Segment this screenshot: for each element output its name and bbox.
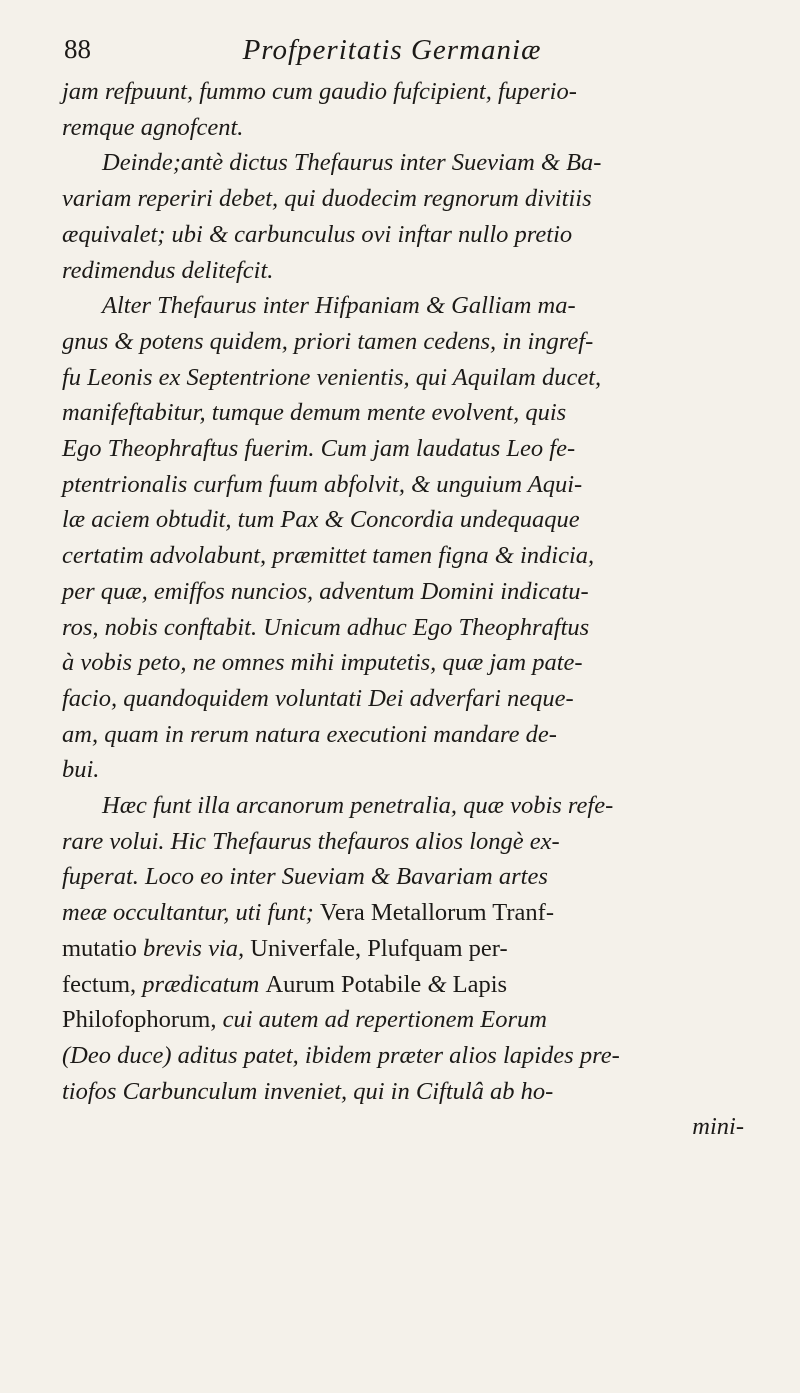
text-line [62, 395, 782, 431]
text-line [62, 324, 782, 360]
italic-segment: cui autem ad repertionem Eorum [222, 1006, 547, 1034]
text-line [62, 467, 782, 503]
italic-segment: mini- [692, 1113, 744, 1141]
text-line [62, 110, 782, 146]
italic-segment: manifeftabitur, tumque demum mente evolvent, quis [62, 399, 567, 427]
italic-segment: (Deo duce) aditus patet, ibidem præter alios lapides pre- [62, 1041, 620, 1069]
text-line [62, 752, 782, 788]
text-line [62, 967, 782, 1003]
italic-segment: bui. [62, 756, 100, 784]
page-number: 88 [64, 34, 91, 64]
italic-segment: redimendus delitefcit. [62, 256, 274, 284]
page-header [64, 34, 720, 78]
text-line [62, 1074, 782, 1110]
text-line [62, 645, 782, 681]
text-line [62, 610, 782, 646]
text-line [62, 788, 782, 824]
text-line [62, 859, 782, 895]
italic-segment: per quæ, emiffos nuncios, adventum Domini indicatu- [62, 577, 589, 605]
text-line [62, 538, 782, 574]
text-line [62, 574, 782, 610]
text-line [62, 931, 782, 967]
text-line [62, 217, 782, 253]
text-line [62, 717, 782, 753]
italic-segment: à vobis peto, ne omnes mihi imputetis, quæ jam pate- [62, 649, 583, 677]
italic-segment: jam refpuunt, fummo cum gaudio fufcipient, fuperio- [62, 78, 577, 105]
body-text [62, 74, 782, 1145]
roman-segment: Lapis [452, 970, 508, 998]
italic-segment: Deinde;antè dictus Thefaurus inter Sueviam & Ba- [102, 149, 602, 177]
italic-segment: Alter Thefaurus inter Hifpaniam & Galliam ma- [102, 292, 576, 320]
text-line [62, 431, 782, 467]
italic-segment: brevis via, [142, 934, 245, 962]
italic-segment: ros, nobis conftabit. Unicum adhuc Ego Theophraftus [62, 613, 590, 641]
running-title: Profperitatis Germaniæ [242, 34, 542, 66]
roman-segment: Vera Metallorum Tranf- [319, 899, 554, 927]
italic-segment: fu Leonis ex Septentrione venientis, qui Aquilam ducet, [62, 363, 602, 391]
text-line [62, 502, 782, 538]
italic-segment: læ aciem obtudit, tum Pax & Concordia undequaque [62, 506, 580, 534]
text-line [62, 181, 782, 217]
text-line [62, 288, 782, 324]
roman-segment: Aurum Potabile [265, 970, 422, 998]
italic-segment: facio, quandoquidem voluntati Dei adverfari neque- [62, 684, 574, 712]
italic-segment: ptentrionalis curfum fuum abfolvit, & unguium Aqui- [62, 470, 583, 498]
text-line [62, 1038, 782, 1074]
italic-segment: certatim advolabunt, præmittet tamen figna & indicia, [62, 542, 595, 570]
italic-segment: Ego Theophraftus fuerim. Cum jam laudatus Leo fe- [62, 435, 576, 463]
roman-segment: Philofophorum, [62, 1006, 217, 1034]
text-line [62, 360, 782, 396]
text-line [62, 1002, 782, 1038]
text-line [62, 253, 782, 289]
italic-segment: am, quam in rerum natura executioni mandare de- [62, 720, 557, 748]
italic-segment: Hæc funt illa arcanorum penetralia, quæ vobis refe- [102, 792, 614, 820]
roman-segment: fectum, [62, 970, 137, 998]
italic-segment: fuperat. Loco eo inter Sueviam & Bavariam artes [62, 863, 548, 891]
text-line [62, 145, 782, 181]
text-line [62, 681, 782, 717]
roman-segment: mutatio [62, 934, 137, 962]
italic-segment: rare volui. Hic Thefaurus thefauros alios longè ex- [62, 827, 560, 855]
italic-segment: variam reperiri debet, qui duodecim regnorum divitiis [62, 185, 592, 213]
text-line [62, 895, 782, 931]
italic-segment: & [427, 970, 447, 998]
italic-segment: remque agnofcent. [62, 113, 244, 141]
catchword [62, 1109, 782, 1145]
italic-segment: prædicatum [142, 970, 260, 998]
italic-segment: meæ occultantur, uti funt; [62, 899, 314, 927]
italic-segment: tiofos Carbunculum inveniet, qui in Ciftulâ ab ho- [62, 1077, 554, 1105]
text-line [62, 824, 782, 860]
roman-segment: Univerfale, Plufquam per- [250, 934, 508, 962]
text-line [62, 74, 782, 110]
italic-segment: æquivalet; ubi & carbunculus ovi inftar nullo pretio [62, 220, 573, 248]
italic-segment: gnus & potens quidem, priori tamen cedens, in ingref- [62, 327, 594, 355]
